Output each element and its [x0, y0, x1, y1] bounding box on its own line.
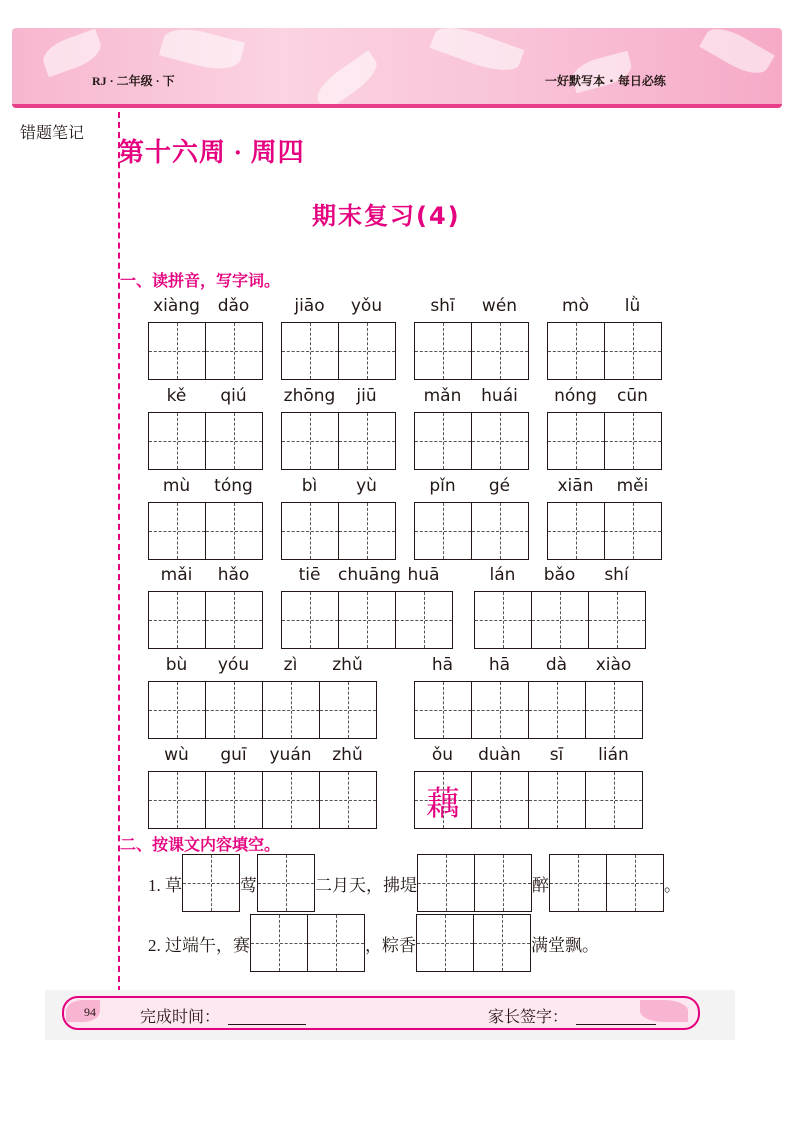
writing-cell[interactable]	[206, 323, 262, 379]
pinyin-syllable: xiān	[557, 476, 594, 496]
writing-grid[interactable]	[414, 681, 643, 739]
pinyin-syllable: zhōng	[283, 386, 336, 406]
writing-cell[interactable]	[149, 682, 206, 738]
margin-divider	[118, 112, 120, 992]
writing-grid[interactable]	[414, 502, 529, 560]
pinyin-syllable: lán	[489, 565, 516, 585]
writing-cell[interactable]	[472, 323, 528, 379]
pinyin-syllable: měi	[616, 476, 649, 496]
completion-time-field[interactable]	[228, 1024, 306, 1025]
page-number: 94	[84, 1005, 96, 1019]
word-group	[414, 745, 643, 829]
parent-signature-field[interactable]	[576, 1024, 656, 1025]
writing-cell[interactable]	[263, 772, 320, 828]
writing-cell[interactable]	[589, 592, 645, 648]
writing-grid[interactable]	[148, 502, 263, 560]
pinyin-syllable: zhǔ	[332, 745, 363, 765]
writing-cell[interactable]	[263, 682, 320, 738]
writing-cell[interactable]	[206, 503, 262, 559]
writing-grid[interactable]	[414, 322, 529, 380]
writing-cell[interactable]	[529, 682, 586, 738]
answer-grid[interactable]	[250, 914, 365, 972]
writing-cell[interactable]	[282, 413, 339, 469]
writing-cell[interactable]	[339, 323, 395, 379]
writing-grid[interactable]	[148, 591, 263, 649]
answer-grid[interactable]	[549, 854, 664, 912]
word-group	[547, 476, 662, 560]
word-group	[148, 745, 377, 829]
pinyin-syllable: zì	[283, 655, 298, 675]
word-group	[414, 386, 529, 470]
writing-cell[interactable]	[320, 772, 376, 828]
writing-cell[interactable]	[282, 592, 339, 648]
pinyin-syllable: hǎo	[217, 565, 250, 585]
writing-cell[interactable]	[586, 772, 642, 828]
word-group	[281, 386, 396, 470]
pinyin-syllable: huái	[481, 386, 518, 406]
writing-cell[interactable]	[472, 682, 529, 738]
handwritten-answer: 藕	[426, 783, 460, 824]
pinyin-syllable: xiào	[595, 655, 632, 675]
writing-cell[interactable]	[282, 323, 339, 379]
writing-cell[interactable]	[149, 772, 206, 828]
writing-grid[interactable]	[281, 591, 453, 649]
pinyin-syllable: bù	[165, 655, 188, 675]
writing-cell[interactable]	[472, 772, 529, 828]
writing-grid[interactable]	[414, 771, 643, 829]
pinyin-syllable: jiāo	[294, 296, 325, 316]
writing-cell[interactable]	[586, 682, 642, 738]
word-group	[148, 296, 263, 380]
word-group	[414, 296, 529, 380]
pinyin-syllable: chuāng	[338, 565, 401, 585]
writing-cell[interactable]	[206, 413, 262, 469]
writing-cell[interactable]	[149, 323, 206, 379]
writing-cell[interactable]	[548, 503, 605, 559]
pinyin-syllable: mù	[162, 476, 191, 496]
writing-cell[interactable]	[415, 682, 472, 738]
writing-cell[interactable]	[529, 772, 586, 828]
week-title: 第十六周 · 周四	[118, 138, 305, 167]
writing-cell[interactable]	[475, 592, 532, 648]
pinyin-syllable: shī	[430, 296, 455, 316]
writing-cell[interactable]	[605, 323, 661, 379]
writing-cell[interactable]	[472, 503, 528, 559]
writing-cell[interactable]	[532, 592, 589, 648]
writing-cell[interactable]	[206, 772, 263, 828]
writing-cell[interactable]	[339, 503, 395, 559]
writing-cell[interactable]	[149, 503, 206, 559]
pinyin-syllable: qiú	[220, 386, 247, 406]
word-group	[414, 655, 643, 739]
writing-cell[interactable]	[396, 592, 452, 648]
pinyin-syllable: wù	[164, 745, 189, 765]
writing-cell[interactable]	[415, 323, 472, 379]
pinyin-syllable: kě	[166, 386, 187, 406]
pinyin-syllable: tiē	[298, 565, 321, 585]
word-group	[148, 655, 377, 739]
lesson-title: 期末复习(4)	[312, 202, 461, 230]
pinyin-syllable: pǐn	[429, 476, 456, 496]
word-group	[547, 386, 662, 470]
line2-text-a: 2. 过端午，赛	[148, 935, 250, 955]
writing-cell[interactable]	[320, 682, 376, 738]
header-series: 一好默写本 · 每日必练	[545, 74, 666, 88]
leaf-decoration	[640, 1000, 688, 1022]
writing-cell[interactable]	[415, 772, 472, 828]
pinyin-syllable: lǜ	[624, 296, 641, 316]
pinyin-syllable: yù	[356, 476, 377, 496]
parent-signature-label: 家长签字：	[488, 1007, 569, 1026]
pinyin-syllable: ǒu	[431, 745, 454, 765]
pinyin-syllable: hā	[431, 655, 454, 675]
word-group	[474, 565, 646, 649]
pinyin-syllable: zhǔ	[332, 655, 363, 675]
word-group	[148, 476, 263, 560]
line1-text-e: 。	[664, 875, 681, 895]
pinyin-syllable: jiū	[356, 386, 377, 406]
writing-grid[interactable]	[547, 412, 662, 470]
pinyin-syllable: mò	[562, 296, 589, 316]
writing-grid[interactable]	[148, 681, 377, 739]
word-group	[148, 565, 263, 649]
answer-grid[interactable]	[257, 854, 315, 912]
writing-cell[interactable]	[548, 413, 605, 469]
writing-grid[interactable]	[148, 412, 263, 470]
answer-grid[interactable]	[416, 914, 531, 972]
fill-blank-line-2	[148, 914, 599, 972]
writing-cell[interactable]	[339, 413, 395, 469]
pinyin-syllable: shí	[604, 565, 629, 585]
writing-grid[interactable]	[414, 412, 529, 470]
writing-cell[interactable]	[206, 592, 262, 648]
word-group	[148, 386, 263, 470]
writing-grid[interactable]	[281, 502, 396, 560]
pinyin-syllable: yóu	[217, 655, 250, 675]
writing-cell[interactable]	[415, 413, 472, 469]
pinyin-syllable: dǎo	[217, 296, 250, 316]
pinyin-syllable: xiàng	[153, 296, 200, 316]
pinyin-syllable: mǎn	[423, 386, 462, 406]
pinyin-syllable: mǎi	[160, 565, 193, 585]
writing-cell[interactable]	[605, 503, 661, 559]
pinyin-syllable: cūn	[617, 386, 648, 406]
pinyin-syllable: sī	[549, 745, 564, 765]
pinyin-syllable: yuán	[269, 745, 312, 765]
section-2-title: 二、按课文内容填空。	[120, 835, 281, 854]
pinyin-syllable: guī	[220, 745, 247, 765]
line1-text-d: 醉	[532, 875, 549, 895]
pinyin-syllable: nóng	[554, 386, 597, 406]
pinyin-syllable: gé	[488, 476, 511, 496]
completion-time-label: 完成时间：	[140, 1007, 221, 1026]
answer-grid[interactable]	[417, 854, 532, 912]
word-group	[414, 476, 529, 560]
pinyin-syllable: huā	[407, 565, 440, 585]
pinyin-syllable: lián	[598, 745, 629, 765]
writing-grid[interactable]	[547, 502, 662, 560]
writing-grid[interactable]	[281, 412, 396, 470]
writing-cell[interactable]	[415, 503, 472, 559]
word-group	[281, 476, 396, 560]
pinyin-syllable: wén	[481, 296, 518, 316]
writing-cell[interactable]	[206, 682, 263, 738]
word-group	[281, 296, 396, 380]
writing-cell[interactable]	[472, 413, 528, 469]
fill-blank-line-1	[148, 854, 681, 912]
writing-cell[interactable]	[282, 503, 339, 559]
pinyin-syllable: dà	[545, 655, 568, 675]
answer-grid[interactable]	[182, 854, 240, 912]
writing-cell[interactable]	[149, 413, 206, 469]
writing-grid[interactable]	[281, 322, 396, 380]
writing-grid[interactable]	[148, 771, 377, 829]
line1-text-a: 1. 草	[148, 875, 182, 895]
writing-cell[interactable]	[339, 592, 396, 648]
mistake-notes-label: 错题笔记	[20, 123, 85, 142]
word-group	[281, 565, 453, 649]
pinyin-syllable: bì	[301, 476, 318, 496]
header-grade: RJ · 二年级 · 下	[92, 74, 175, 88]
writing-cell[interactable]	[548, 323, 605, 379]
pinyin-syllable: tóng	[214, 476, 253, 496]
writing-grid[interactable]	[148, 322, 263, 380]
pinyin-syllable: duàn	[478, 745, 521, 765]
line1-text-b: 莺	[240, 875, 257, 895]
pinyin-syllable: yǒu	[350, 296, 383, 316]
header-banner	[12, 28, 782, 108]
line1-text-c: 二月天，拂堤	[315, 875, 417, 895]
word-group	[547, 296, 662, 380]
writing-cell[interactable]	[149, 592, 206, 648]
writing-grid[interactable]	[547, 322, 662, 380]
writing-grid[interactable]	[474, 591, 646, 649]
writing-cell[interactable]	[605, 413, 661, 469]
pinyin-syllable: bǎo	[543, 565, 576, 585]
pinyin-syllable: hā	[488, 655, 511, 675]
section-1-title: 一、读拼音，写字词。	[120, 271, 281, 290]
line2-text-b: ，粽香	[365, 935, 416, 955]
line2-text-c: 满堂飘。	[531, 935, 599, 955]
